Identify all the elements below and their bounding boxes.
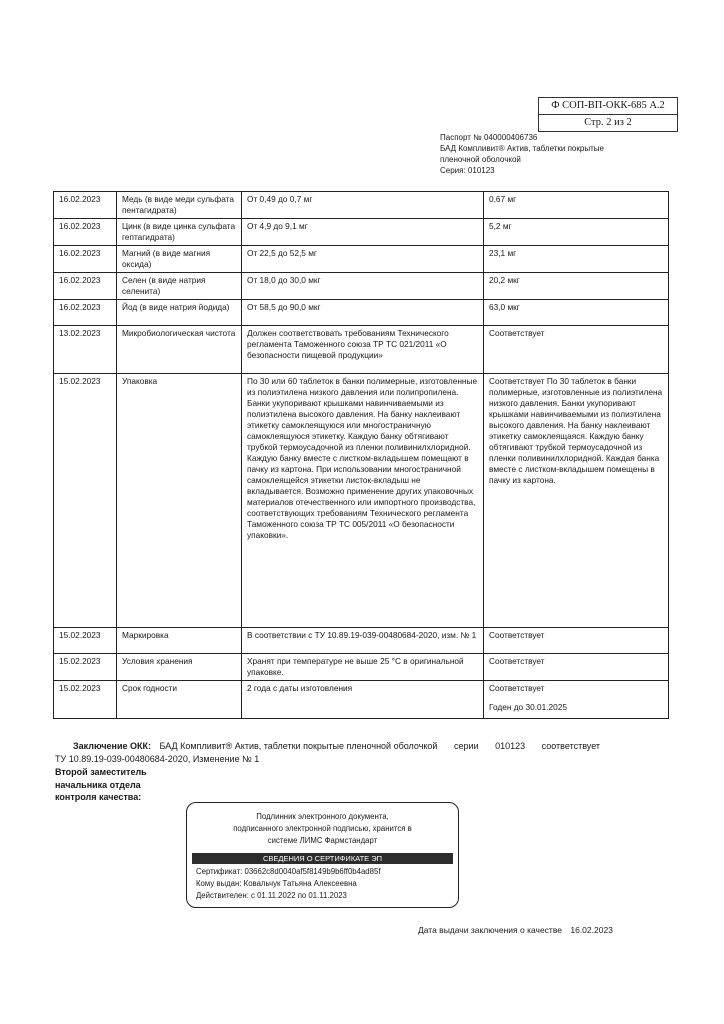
- cell-requirement: От 4,9 до 9,1 мг: [242, 219, 484, 246]
- certificate-owner: Кому выдан: Ковальчук Татьяна Алексеевна: [196, 879, 357, 888]
- cell-parameter: Упаковка: [117, 374, 242, 628]
- stamp-header: [187, 811, 458, 847]
- conclusion-label: Заключение ОКК:: [73, 741, 152, 751]
- cell-parameter: Селен (в виде натрия селенита): [117, 273, 242, 300]
- cell-result: 0,67 мг: [484, 192, 669, 219]
- cell-date: 15.02.2023: [54, 654, 117, 681]
- cell-result: Соответствует: [484, 628, 669, 654]
- cell-result: 20,2 мкг: [484, 273, 669, 300]
- page-number: Стр. 2 из 2: [539, 114, 677, 131]
- table-row: [54, 628, 669, 654]
- cell-requirement: Должен соответствовать требованиям Технического регламента Таможенного союза ТР ТС 021/2011 «О безопасности пищевой продукции»: [242, 326, 484, 374]
- series-line: Серия: 010123: [440, 166, 495, 175]
- cell-requirement: От 22,5 до 52,5 мг: [242, 246, 484, 273]
- certificate-number: Сертификат: 03662c8d0040af5f8149b9b6ff0b4ad85f: [196, 867, 381, 876]
- cell-requirement: От 0,49 до 0,7 мг: [242, 192, 484, 219]
- cell-requirement: 2 года с даты изготовления: [242, 681, 484, 719]
- cell-parameter: Медь (в виде меди сульфата пентагидрата): [117, 192, 242, 219]
- cell-result: [484, 681, 669, 719]
- cell-result: Соответствует: [484, 326, 669, 374]
- cell-requirement: Хранят при температуре не выше 25 °С в оригинальной упаковке.: [242, 654, 484, 681]
- cell-result: 63,0 мкг: [484, 300, 669, 326]
- cell-requirement: От 18,0 до 30,0 мкг: [242, 273, 484, 300]
- conclusion-spec: ТУ 10.89.19-039-00480684-2020, Изменение № 1: [55, 754, 260, 764]
- signer-block: [55, 766, 147, 804]
- table-row: [54, 273, 669, 300]
- cell-date: 16.02.2023: [54, 300, 117, 326]
- certificate-validity: Действителен: с 01.11.2022 по 01.11.2023: [196, 891, 347, 900]
- quality-table: [53, 191, 669, 719]
- stamp-header-line1: Подлинник электронного документа,: [256, 812, 389, 821]
- table-row: [54, 681, 669, 719]
- cell-parameter: Магний (в виде магния оксида): [117, 246, 242, 273]
- signer-title-2: начальника отдела: [55, 779, 141, 790]
- cell-date: 16.02.2023: [54, 219, 117, 246]
- table-row: [54, 219, 669, 246]
- signer-title-1: Второй заместитель: [55, 767, 147, 777]
- issue-date-line: [418, 925, 613, 935]
- expiry-date: Годен до 30.01.2025: [489, 702, 567, 712]
- cell-requirement: По 30 или 60 таблеток в банки полимерные, изготовленные из полиэтилена низкого давления или полипропилена. Банки укупоривают крышками навинчиваемыми из полиэтилена высокого давления. На банку наклеивают этикетку самоклеящуюся или многостраничную самоклеящуюся этикетку. Каждую банку обтягивают трубкой термоусадочной из пленки поливинилхлоридной. Каждую банку вместе с листком-вкладышем помещают в пачку из картона. При использовании многостраничной самоклеящейся этикетки листок-вкладыш не вкладывается. Возможно применение других упаковочных материалов отечественного или импортного производства, соответствующих требованиям Технического регламента Таможенного союза ТР ТС 005/2011 «О безопасности упаковки».: [242, 374, 484, 628]
- conclusion-series-label: серии: [453, 741, 479, 751]
- cell-parameter: Условия хранения: [117, 654, 242, 681]
- document-code: Ф СОП-ВП-ОКК-685 А.2: [551, 100, 665, 111]
- conclusion-line: [73, 740, 673, 753]
- stamp-header-line2: подписанного электронной подписью, хранится в: [233, 824, 412, 833]
- cell-date: 16.02.2023: [54, 192, 117, 219]
- cell-date: 15.02.2023: [54, 681, 117, 719]
- product-name-line1: БАД Компливит® Актив, таблетки покрытые: [440, 144, 604, 153]
- result-text: Соответствует: [489, 683, 545, 693]
- cell-date: 13.02.2023: [54, 326, 117, 374]
- conclusion-product: БАД Компливит® Актив, таблетки покрытые пленочной оболочкой: [159, 741, 438, 751]
- cell-result: 23,1 мг: [484, 246, 669, 273]
- cell-result: Соответствует По 30 таблеток в банки полимерные, изготовленные из полиэтилена низкого давления. Банки укупоривают крышками навинчиваемыми из полиэтилена высокого давления. На банку наклеивают этикетку самоклеящаяся. Каждую банку обтягивают трубкой термоусадочной из пленки поливинилхлоридной. Каждая банка вместе с листком-вкладышем помещены в пачку из картона.: [484, 374, 669, 628]
- stamp-header-line3: системе ЛИМС Фармстандарт: [267, 836, 378, 845]
- passport-number: Паспорт № 040000406736: [440, 133, 538, 142]
- conclusion-series: 010123: [495, 741, 526, 751]
- cell-requirement: В соответствии с ТУ 10.89.19-039-00480684-2020, изм. № 1: [242, 628, 484, 654]
- cell-date: 15.02.2023: [54, 374, 117, 628]
- cell-date: 15.02.2023: [54, 628, 117, 654]
- table-row: [54, 300, 669, 326]
- cell-parameter: Цинк (в виде цинка сульфата гептагидрата): [117, 219, 242, 246]
- cell-date: 16.02.2023: [54, 273, 117, 300]
- table-row: [54, 374, 669, 628]
- issue-date: 16.02.2023: [570, 925, 613, 935]
- table-row: [54, 326, 669, 374]
- table-row: [54, 246, 669, 273]
- conclusion-complies: соответствует: [541, 741, 601, 751]
- table-row: [54, 654, 669, 681]
- passport-header: [440, 132, 604, 176]
- signer-title-3: контроля качества:: [55, 792, 142, 802]
- cell-result: 5,2 мг: [484, 219, 669, 246]
- e-signature-stamp: [186, 802, 459, 908]
- cell-requirement: От 58,5 до 90,0 мкг: [242, 300, 484, 326]
- cell-parameter: Йод (в виде натрия йодида): [117, 300, 242, 326]
- document-code-box: [538, 97, 678, 132]
- issue-date-label: Дата выдачи заключения о качестве: [418, 925, 562, 935]
- cell-result: Соответствует: [484, 654, 669, 681]
- table-row: [54, 192, 669, 219]
- cell-parameter: Микробиологическая чистота: [117, 326, 242, 374]
- cell-parameter: Срок годности: [117, 681, 242, 719]
- cell-parameter: Маркировка: [117, 628, 242, 654]
- stamp-bar: СВЕДЕНИЯ О СЕРТИФИКАТЕ ЭП: [192, 853, 453, 864]
- cell-date: 16.02.2023: [54, 246, 117, 273]
- product-name-line2: пленочной оболочкой: [440, 155, 521, 164]
